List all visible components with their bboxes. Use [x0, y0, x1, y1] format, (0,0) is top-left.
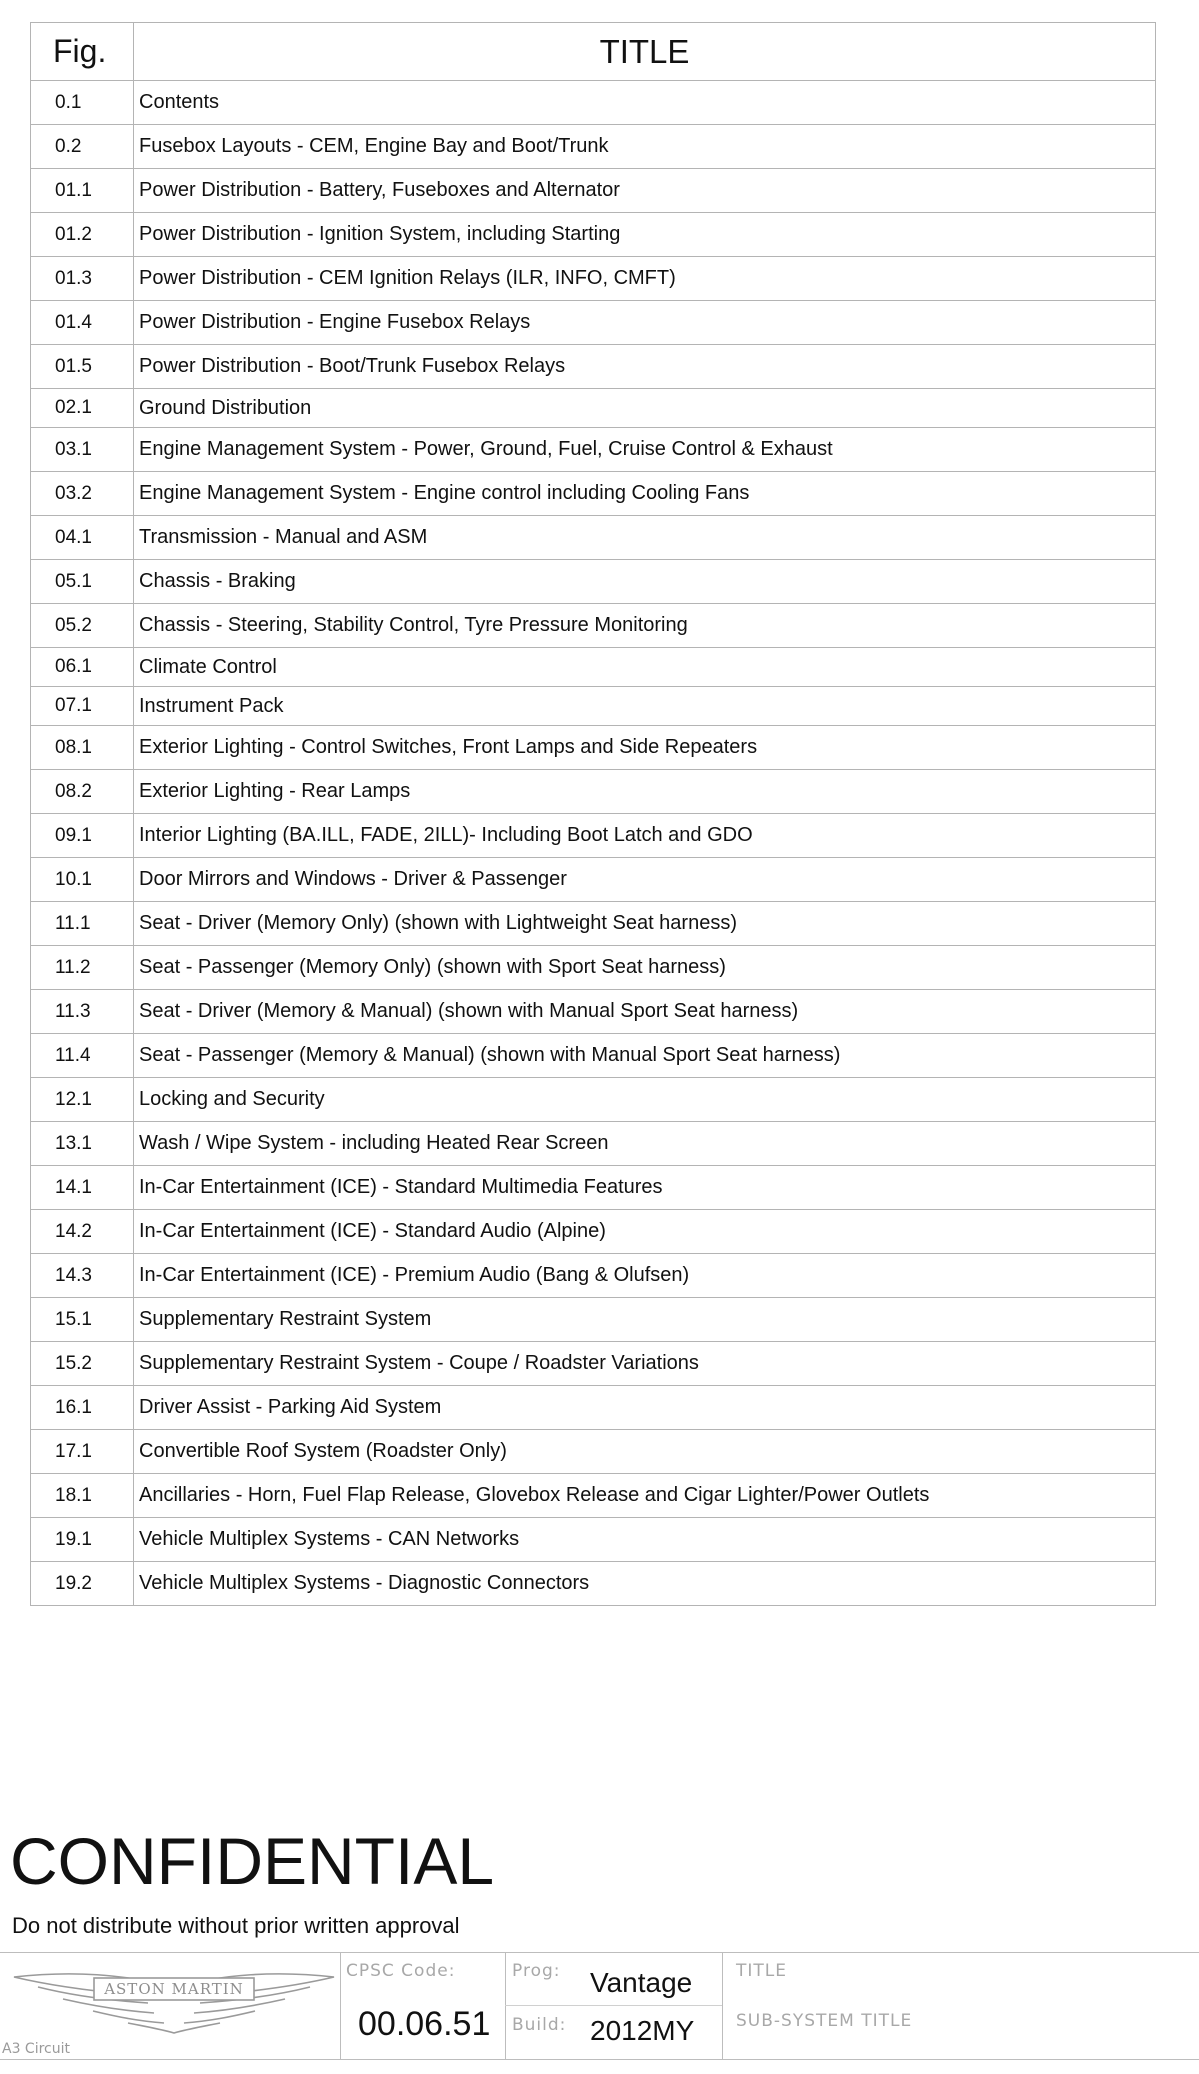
table-row: [31, 1562, 1156, 1606]
title-block-divider: [505, 2005, 722, 2006]
table-row: [31, 902, 1156, 946]
fig-title: Door Mirrors and Windows - Driver & Passenger: [134, 858, 1156, 902]
prog-value: Vantage: [590, 1967, 693, 1998]
logo-text: ASTON MARTIN: [104, 1980, 244, 1998]
table-row: [31, 1122, 1156, 1166]
fig-title: Fusebox Layouts - CEM, Engine Bay and Boot/Trunk: [134, 125, 1156, 169]
table-row: [31, 990, 1156, 1034]
table-row: [31, 946, 1156, 990]
fig-number: 05.2: [31, 604, 134, 648]
sheet-size-label: A3 Circuit: [2, 2041, 70, 2057]
fig-number: 19.2: [31, 1562, 134, 1606]
table-row: [31, 1166, 1156, 1210]
aston-martin-wings-logo-icon: [8, 1963, 340, 2041]
fig-title: In-Car Entertainment (ICE) - Standard Audio (Alpine): [134, 1210, 1156, 1254]
table-row: [31, 1386, 1156, 1430]
fig-title: Contents: [134, 81, 1156, 125]
table-row: [31, 213, 1156, 257]
table-row: [31, 1034, 1156, 1078]
fig-number: 14.1: [31, 1166, 134, 1210]
table-row: [31, 814, 1156, 858]
title-column-header: TITLE: [134, 23, 1156, 81]
fig-title: Power Distribution - Boot/Trunk Fusebox Relays: [134, 345, 1156, 389]
table-row: [31, 125, 1156, 169]
fig-number: 0.2: [31, 125, 134, 169]
fig-title: Power Distribution - CEM Ignition Relays (ILR, INFO, CMFT): [134, 257, 1156, 301]
title-label: TITLE: [736, 1961, 787, 1981]
table-row: [31, 516, 1156, 560]
fig-number: 04.1: [31, 516, 134, 560]
fig-title: Engine Management System - Power, Ground, Fuel, Cruise Control & Exhaust: [134, 428, 1156, 472]
cpsc-code-value: 00.06.51: [358, 2005, 491, 2043]
fig-title: Transmission - Manual and ASM: [134, 516, 1156, 560]
build-value: 2012MY: [590, 2015, 695, 2046]
fig-number: 18.1: [31, 1474, 134, 1518]
fig-number: 14.3: [31, 1254, 134, 1298]
table-row: [31, 726, 1156, 770]
fig-title: Exterior Lighting - Rear Lamps: [134, 770, 1156, 814]
fig-number: 14.2: [31, 1210, 134, 1254]
fig-title: Ground Distribution: [134, 389, 1156, 428]
fig-number: 03.1: [31, 428, 134, 472]
fig-number: 11.2: [31, 946, 134, 990]
confidential-heading: CONFIDENTIAL: [10, 1824, 495, 1898]
fig-title: Chassis - Braking: [134, 560, 1156, 604]
title-block-divider: [722, 1953, 723, 2059]
table-row: [31, 257, 1156, 301]
fig-number: 01.5: [31, 345, 134, 389]
fig-title: Power Distribution - Battery, Fuseboxes and Alternator: [134, 169, 1156, 213]
table-row: [31, 1210, 1156, 1254]
fig-title: Vehicle Multiplex Systems - Diagnostic Connectors: [134, 1562, 1156, 1606]
table-row: [31, 1430, 1156, 1474]
table-row: [31, 1298, 1156, 1342]
fig-title: In-Car Entertainment (ICE) - Premium Audio (Bang & Olufsen): [134, 1254, 1156, 1298]
fig-title: Seat - Passenger (Memory Only) (shown with Sport Seat harness): [134, 946, 1156, 990]
table-row: [31, 472, 1156, 516]
table-row: [31, 1518, 1156, 1562]
fig-number: 01.2: [31, 213, 134, 257]
fig-number: 10.1: [31, 858, 134, 902]
title-block-divider: [340, 1953, 341, 2059]
fig-number: 16.1: [31, 1386, 134, 1430]
fig-number: 19.1: [31, 1518, 134, 1562]
fig-title: Ancillaries - Horn, Fuel Flap Release, Glovebox Release and Cigar Lighter/Power Outlets: [134, 1474, 1156, 1518]
fig-number: 01.4: [31, 301, 134, 345]
table-row: [31, 1254, 1156, 1298]
fig-title: Engine Management System - Engine control including Cooling Fans: [134, 472, 1156, 516]
fig-number: 05.1: [31, 560, 134, 604]
fig-number: 11.4: [31, 1034, 134, 1078]
fig-title: Convertible Roof System (Roadster Only): [134, 1430, 1156, 1474]
fig-title: Seat - Driver (Memory & Manual) (shown with Manual Sport Seat harness): [134, 990, 1156, 1034]
fig-title: Seat - Passenger (Memory & Manual) (shown with Manual Sport Seat harness): [134, 1034, 1156, 1078]
fig-number: 07.1: [31, 687, 134, 726]
fig-number: 09.1: [31, 814, 134, 858]
fig-title: Interior Lighting (BA.ILL, FADE, 2ILL)- Including Boot Latch and GDO: [134, 814, 1156, 858]
fig-number: 15.2: [31, 1342, 134, 1386]
title-block-divider: [505, 1953, 506, 2059]
fig-title: Supplementary Restraint System - Coupe / Roadster Variations: [134, 1342, 1156, 1386]
fig-title: Driver Assist - Parking Aid System: [134, 1386, 1156, 1430]
table-row: [31, 389, 1156, 428]
fig-number: 03.2: [31, 472, 134, 516]
fig-number: 02.1: [31, 389, 134, 428]
table-row: [31, 858, 1156, 902]
table-row: [31, 648, 1156, 687]
fig-number: 01.1: [31, 169, 134, 213]
table-row: [31, 1078, 1156, 1122]
fig-title: Chassis - Steering, Stability Control, Tyre Pressure Monitoring: [134, 604, 1156, 648]
table-row: [31, 301, 1156, 345]
fig-number: 08.2: [31, 770, 134, 814]
table-header-row: [31, 23, 1156, 81]
build-label: Build:: [512, 2015, 567, 2035]
table-row: [31, 81, 1156, 125]
fig-title: Vehicle Multiplex Systems - CAN Networks: [134, 1518, 1156, 1562]
fig-number: 13.1: [31, 1122, 134, 1166]
fig-number: 11.1: [31, 902, 134, 946]
prog-label: Prog:: [512, 1961, 561, 1981]
fig-number: 01.3: [31, 257, 134, 301]
fig-title: Power Distribution - Engine Fusebox Relays: [134, 301, 1156, 345]
fig-number: 08.1: [31, 726, 134, 770]
cpsc-code-label: CPSC Code:: [346, 1961, 456, 1981]
drawing-title-block: [0, 1952, 1199, 2060]
sub-system-title-label: SUB-SYSTEM TITLE: [736, 2011, 913, 2031]
table-row: [31, 345, 1156, 389]
fig-title: Exterior Lighting - Control Switches, Front Lamps and Side Repeaters: [134, 726, 1156, 770]
table-row: [31, 169, 1156, 213]
fig-column-header: Fig.: [31, 23, 134, 81]
fig-title: Power Distribution - Ignition System, including Starting: [134, 213, 1156, 257]
fig-title: Climate Control: [134, 648, 1156, 687]
fig-title: Instrument Pack: [134, 687, 1156, 726]
fig-title: Seat - Driver (Memory Only) (shown with Lightweight Seat harness): [134, 902, 1156, 946]
table-row: [31, 1474, 1156, 1518]
fig-title: Locking and Security: [134, 1078, 1156, 1122]
contents-table: [30, 22, 1156, 1606]
contents-body: [31, 81, 1156, 1606]
fig-title: In-Car Entertainment (ICE) - Standard Multimedia Features: [134, 1166, 1156, 1210]
fig-title: Supplementary Restraint System: [134, 1298, 1156, 1342]
fig-title: Wash / Wipe System - including Heated Rear Screen: [134, 1122, 1156, 1166]
fig-number: 0.1: [31, 81, 134, 125]
table-row: [31, 428, 1156, 472]
table-row: [31, 560, 1156, 604]
distribution-note: Do not distribute without prior written approval: [12, 1913, 460, 1938]
fig-number: 15.1: [31, 1298, 134, 1342]
fig-number: 11.3: [31, 990, 134, 1034]
fig-number: 12.1: [31, 1078, 134, 1122]
table-row: [31, 1342, 1156, 1386]
table-row: [31, 770, 1156, 814]
table-row: [31, 687, 1156, 726]
fig-number: 06.1: [31, 648, 134, 687]
fig-number: 17.1: [31, 1430, 134, 1474]
table-row: [31, 604, 1156, 648]
